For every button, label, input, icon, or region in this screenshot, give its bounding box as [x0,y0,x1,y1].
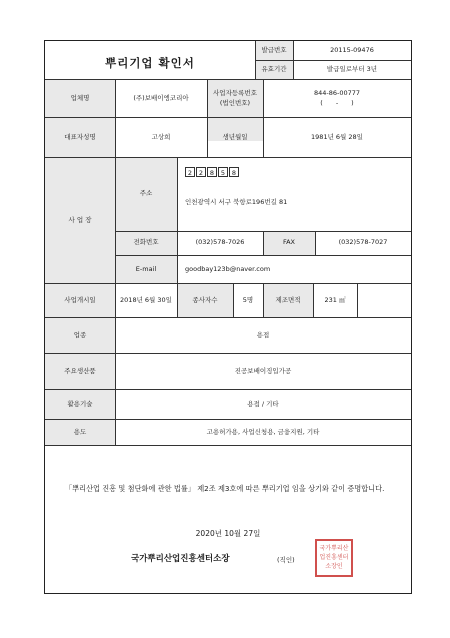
employees-label: 종사자수 [192,296,218,304]
email-value: goodbay123b@naver.com [185,265,271,273]
start-date-value: 2018년 6월 30일 [120,296,172,304]
zip-digit: 8 [229,167,239,177]
email-label: E-mail [135,265,157,273]
certificate-document [44,40,412,594]
phone-value: (032)578-7026 [195,238,245,246]
issuer-name: 국가뿌리산업진흥센터소장 [131,554,230,564]
industry-label: 업종 [73,331,87,339]
industry-value: 용접 [256,331,270,339]
certification-statement: 「뿌리산업 진흥 및 첨단화에 관한 법률」 제2조 제3호에 따른 뿌리기업 임을 상기와 같이 증명합니다. [65,484,385,493]
start-date-label: 사업개시일 [64,296,96,304]
birth-date-label: 생년월일 [222,133,248,141]
issue-date: 2020년 10월 27일 [195,529,261,538]
corporate-number-label: (법인번호) [219,99,251,107]
fax-value: (032)578-7027 [338,238,388,246]
area-value: 231 ㎡ [324,296,346,304]
company-name-label: 업체명 [70,94,90,102]
ceo-name-label: 대표자성명 [64,133,96,141]
official-seal: 국가뿌리산업진흥센터소장인 [315,539,353,577]
issue-number-value: 20115-09476 [330,46,374,54]
zip-digit: 5 [218,167,228,177]
birth-date-value: 1981년 6월 28일 [311,133,363,141]
area-label: 제조면적 [275,296,301,304]
fax-label: FAX [282,238,296,246]
purpose-label: 용도 [73,428,87,436]
corporate-number-value: ( - ) [320,99,354,107]
address-label: 주소 [139,189,153,197]
registration-number-value: 844-86-00777 [313,89,361,97]
zip-digit: 2 [185,167,195,177]
site-section-label: 사 업 장 [68,216,92,224]
technology-value: 용접 / 기타 [247,400,279,408]
address-value: 인천광역시 서구 북항로196번길 81 [185,198,288,206]
ceo-name-value: 고상희 [151,133,171,141]
validity-label: 유효기간 [261,65,287,73]
zip-digit: 2 [196,167,206,177]
validity-value: 발급일로부터 3년 [326,65,378,73]
employees-value: 5명 [242,296,254,304]
phone-label: 전화번호 [133,238,159,246]
main-product-label: 주요생산품 [64,367,96,375]
purpose-value: 고용허가용, 사업신청용, 금융지원, 기타 [206,428,320,436]
document-title: 뿌리기업 확인서 [105,56,195,70]
company-name-value: (주)보배이엥코리아 [133,94,189,102]
main-product-value: 진공보배이징입가공 [234,367,292,375]
zip-digit: 8 [207,167,217,177]
issue-number-label: 발급번호 [261,46,287,54]
seal-mark: (직인) [277,556,295,564]
registration-number-label: 사업자등록번호 [213,89,257,97]
technology-label: 활용기술 [67,400,93,408]
